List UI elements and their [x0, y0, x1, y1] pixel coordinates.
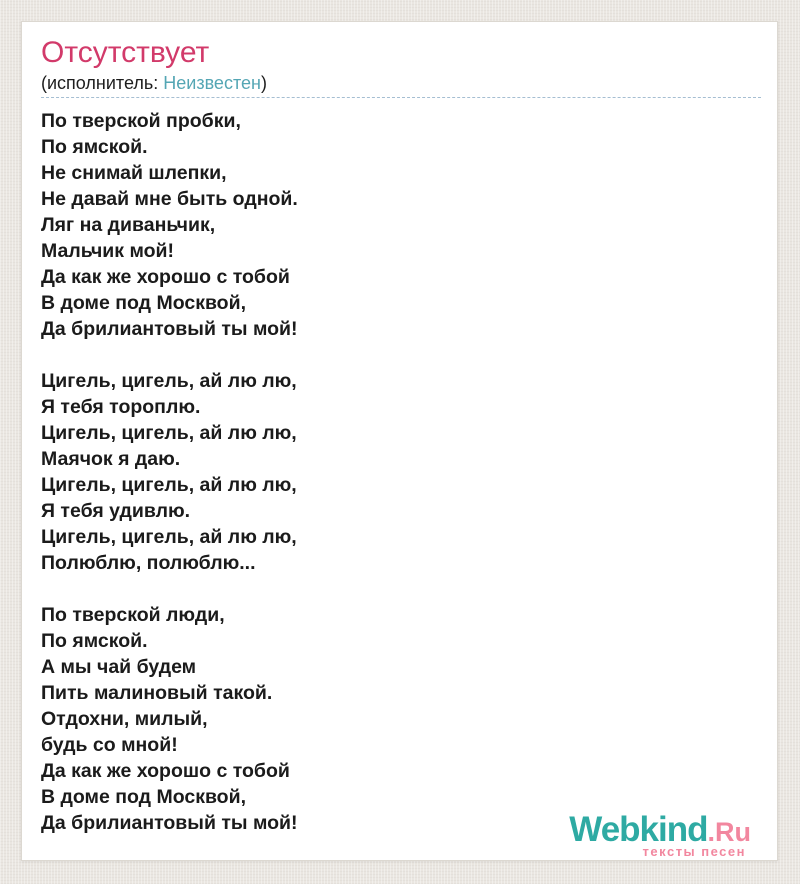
lyric-line: Я тебя удивлю. — [41, 500, 191, 522]
logo-domain-suffix: .Ru — [707, 817, 751, 847]
lyric-line: А мы чай будем — [41, 656, 197, 678]
artist-line — [41, 72, 761, 98]
lyric-line: Цигель, цигель, ай лю лю, — [41, 526, 297, 548]
lyric-line: Пить малиновый такой. — [41, 682, 273, 704]
lyric-line: Цигель, цигель, ай лю лю, — [41, 370, 297, 392]
lyrics-page-sheet — [21, 21, 778, 861]
lyric-line: Да брилиантовый ты мой! — [41, 812, 298, 834]
lyric-line: Маячок я даю. — [41, 448, 181, 470]
lyric-line: Да как же хорошо с тобой — [41, 266, 290, 288]
lyric-line: Цигель, цигель, ай лю лю, — [41, 474, 297, 496]
lyric-line: По тверской люди, — [41, 604, 225, 626]
webkind-logo-wordmark — [569, 812, 751, 847]
lyrics-stanza — [41, 602, 761, 836]
webkind-logo[interactable] — [569, 812, 751, 858]
lyric-line: Не давай мне быть одной. — [41, 188, 298, 210]
lyric-line: В доме под Москвой, — [41, 786, 246, 808]
lyric-line: Я тебя тороплю. — [41, 396, 201, 418]
lyric-line: В доме под Москвой, — [41, 292, 246, 314]
lyric-line: Полюблю, полюблю... — [41, 552, 256, 574]
artist-label-prefix: (исполнитель: — [41, 73, 164, 93]
lyrics-text — [41, 108, 761, 836]
lyric-line: По ямской. — [41, 136, 148, 158]
lyric-line: Отдохни, милый, — [41, 708, 208, 730]
lyric-line: По ямской. — [41, 630, 148, 652]
lyric-line: Цигель, цигель, ай лю лю, — [41, 422, 297, 444]
lyrics-stanza — [41, 368, 761, 576]
lyric-line: Да как же хорошо с тобой — [41, 760, 290, 782]
lyric-line: По тверской пробки, — [41, 110, 241, 132]
page-content — [22, 22, 777, 836]
song-title: Отсутствует — [41, 36, 210, 69]
lyrics-stanza — [41, 108, 761, 342]
lyric-line: Ляг на диваньчик, — [41, 214, 216, 236]
artist-label-suffix: ) — [260, 73, 267, 93]
logo-tagline: тексты песен — [642, 844, 746, 859]
lyric-line: Мальчик мой! — [41, 240, 175, 262]
lyric-line: Да брилиантовый ты мой! — [41, 318, 298, 340]
artist-link[interactable]: Неизвестен — [163, 73, 261, 93]
lyric-line: Не снимай шлепки, — [41, 162, 227, 184]
lyric-line: будь со мной! — [41, 734, 178, 756]
logo-brand-name: Webkind — [569, 810, 708, 849]
